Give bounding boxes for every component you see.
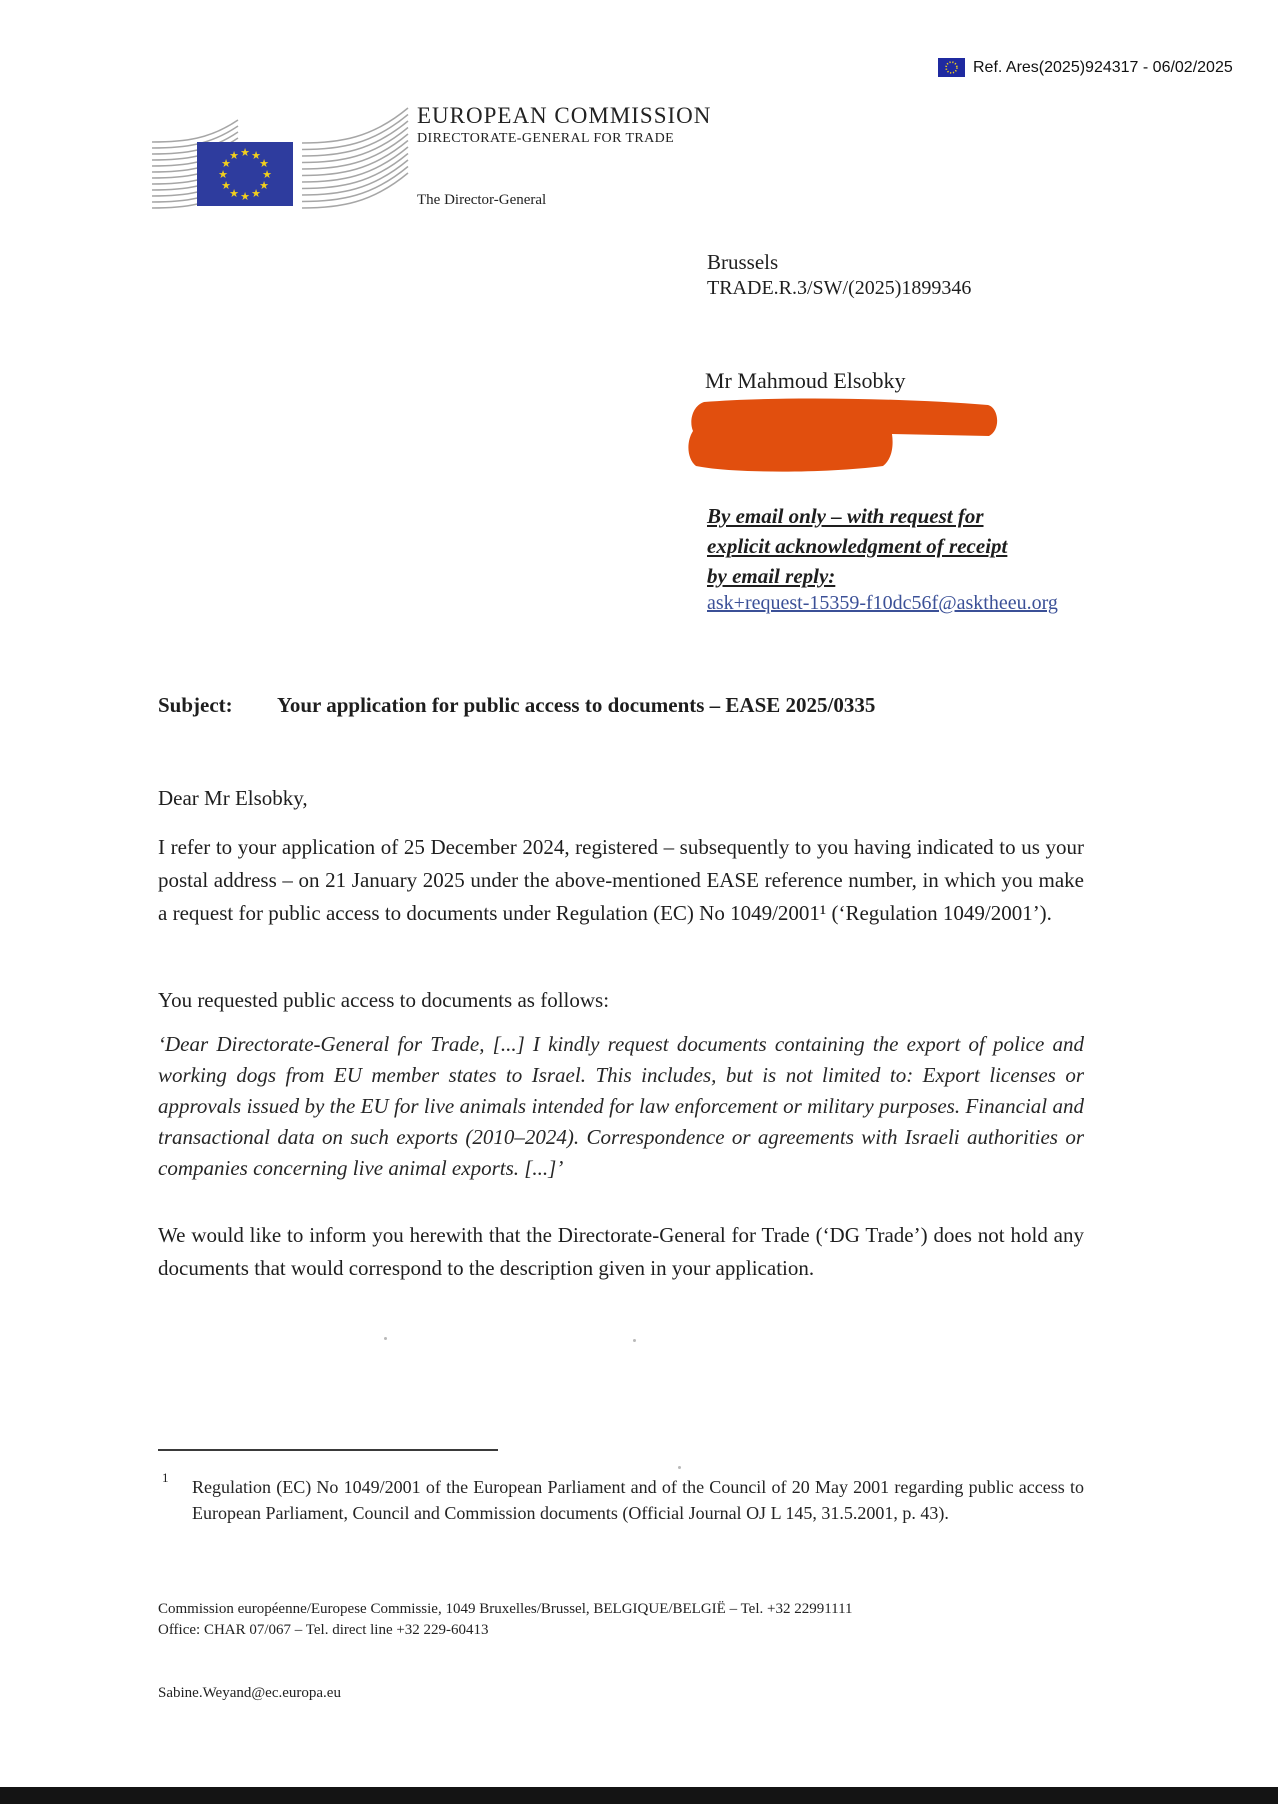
european-commission-logo <box>150 105 420 222</box>
logo-eu-flag <box>197 142 293 206</box>
svg-text:★: ★ <box>259 179 269 192</box>
footnote-marker: 1 <box>162 1470 169 1485</box>
scan-speck <box>678 1466 681 1469</box>
svg-text:★: ★ <box>251 149 261 162</box>
scan-speck <box>633 1339 636 1342</box>
delivery-notice <box>707 501 1007 591</box>
subject-text: Your application for public access to documents – EASE 2025/0335 <box>277 693 876 717</box>
ares-ref-text: Ref. Ares(2025)924317 - 06/02/2025 <box>973 58 1233 76</box>
eu-flag-icon <box>938 58 965 77</box>
contact-email: Sabine.Weyand@ec.europa.eu <box>158 1685 341 1701</box>
svg-text:★: ★ <box>221 157 231 170</box>
delivery-line-2: explicit acknowledgment of receipt <box>707 534 1008 558</box>
scan-speck <box>384 1337 387 1340</box>
svg-text:★: ★ <box>240 190 250 203</box>
svg-text:★: ★ <box>229 187 239 200</box>
directorate-name: DIRECTORATE-GENERAL FOR TRADE <box>417 131 675 146</box>
footer-office-line: Office: CHAR 07/067 – Tel. direct line +32 229-60413 <box>158 1622 489 1638</box>
logo-right-lines <box>302 108 408 208</box>
svg-text:★: ★ <box>218 168 228 181</box>
ares-ref-banner <box>938 58 1233 77</box>
subject-label: Subject: <box>158 693 233 717</box>
body-paragraph-1: I refer to your application of 25 December 2024, registered – subsequently to you having indicated to us your postal address – on 21 January 2025 under the above-mentioned EASE reference number, in which you make a request for public access to documents under Regulation (EC) No 1049/2001¹ (‘Regulation 1049/2001’). <box>158 835 1084 925</box>
request-email-link[interactable]: ask+request-15359-f10dc56f@asktheeu.org <box>707 592 1058 614</box>
salutation: Dear Mr Elsobky, <box>158 786 308 810</box>
body-paragraph-3: We would like to inform you herewith that the Directorate-General for Trade (‘DG Trade’) does not hold any documents that would correspond to the description given in your application. <box>158 1223 1084 1280</box>
svg-text:★: ★ <box>221 179 231 192</box>
footnote-text: Regulation (EC) No 1049/2001 of the European Parliament and of the Council of 20 May 2001 regarding public access to European Parliament, Council and Commission documents (Official Journal OJ L 145, 31.5.2001, p. 43). <box>192 1477 1084 1523</box>
svg-text:★: ★ <box>251 187 261 200</box>
institution-name: EUROPEAN COMMISSION <box>417 103 712 128</box>
footer-address-line: Commission européenne/Europese Commissie, 1049 Bruxelles/Brussel, BELGIQUE/BELGIË – Tel. +32 22991111 <box>158 1601 853 1617</box>
address-redaction-marker <box>680 396 1010 478</box>
request-quote: ‘Dear Directorate-General for Trade, [...] I kindly request documents containing the export of police and working dogs from EU member states to Israel. This includes, but is not limited to: Export licenses or approvals issued by the EU for live animals intended for law enforcement or military purposes. Financial and transactional data on such exports (2010–2024). Correspondence or agreements with Israeli authorities or companies concerning live animal exports. [...]’ <box>158 1032 1084 1180</box>
delivery-line-1: By email only – with request for <box>707 504 984 528</box>
scan-edge-bar <box>0 1787 1278 1804</box>
dateline-city: Brussels <box>707 250 779 274</box>
subject-line <box>158 693 875 718</box>
body-paragraph-2: You requested public access to documents as follows: <box>158 988 610 1012</box>
letter-footer <box>158 1599 853 1641</box>
svg-text:★: ★ <box>229 149 239 162</box>
recipient-name: Mr Mahmoud Elsobky <box>705 368 906 393</box>
document-reference: TRADE.R.3/SW/(2025)1899346 <box>707 277 972 299</box>
svg-text:★: ★ <box>262 168 272 181</box>
footnote-rule <box>158 1449 498 1451</box>
svg-text:★: ★ <box>259 157 269 170</box>
svg-text:★: ★ <box>240 146 250 159</box>
delivery-line-3: by email reply: <box>707 564 836 588</box>
signatory-title: The Director-General <box>417 192 547 208</box>
